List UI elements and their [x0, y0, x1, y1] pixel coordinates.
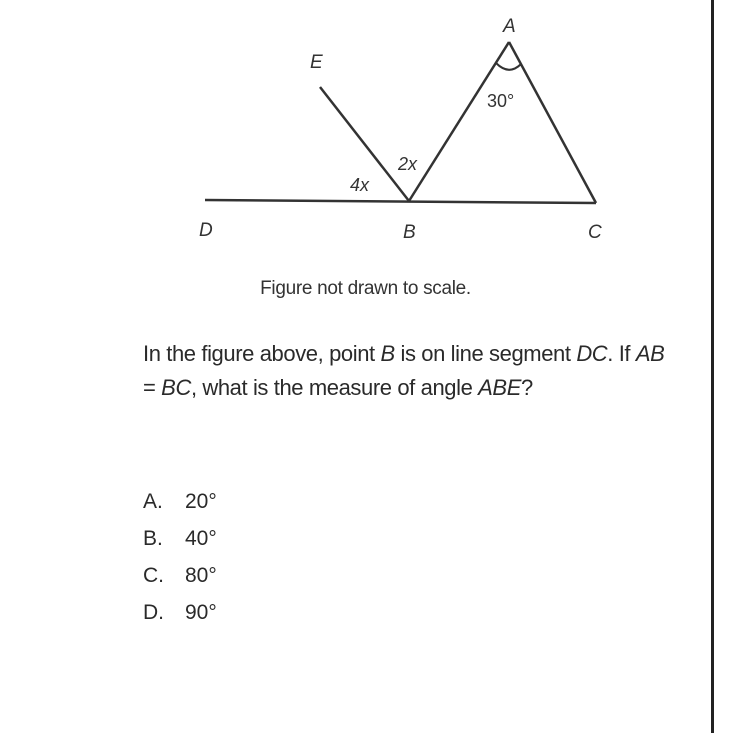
angle-label-apex: 30°: [487, 91, 515, 111]
question-text-part: , what is the measure of angle: [190, 375, 479, 400]
choice-c[interactable]: [143, 557, 217, 594]
choice-d[interactable]: [143, 594, 217, 631]
angle-ref-abe: ABE: [478, 375, 521, 400]
question-text-part: . If: [607, 341, 636, 366]
choice-letter: D.: [143, 600, 164, 624]
angle-label-abe: 2x: [398, 154, 418, 174]
segment-ac: [509, 42, 596, 203]
point-label-e: E: [310, 52, 323, 73]
question-text-part: ?: [520, 375, 533, 400]
segment-ref-bc: BC: [161, 375, 191, 400]
choice-a[interactable]: [143, 483, 217, 520]
line-dc: [205, 200, 596, 203]
segment-ref-dc: DC: [576, 341, 608, 366]
geometry-figure: [0, 0, 731, 300]
choice-value: 90°: [185, 600, 217, 624]
question-text: [143, 337, 673, 405]
choice-value: 80°: [185, 563, 217, 587]
question-text-part: In the figure above, point: [143, 341, 381, 366]
question-text-part: is on line segment: [394, 341, 577, 366]
choice-letter: B.: [143, 526, 163, 550]
answer-choices: [143, 483, 217, 631]
point-label-c: C: [588, 222, 602, 243]
angle-arc-a: [496, 63, 521, 70]
point-label-a: A: [503, 16, 516, 37]
choice-value: 20°: [185, 489, 217, 513]
choice-value: 40°: [185, 526, 217, 550]
choice-b[interactable]: [143, 520, 217, 557]
point-label-b: B: [403, 222, 416, 243]
segment-ba: [409, 42, 509, 201]
figure-caption: Figure not drawn to scale.: [260, 278, 471, 299]
point-label-d: D: [199, 220, 213, 241]
choice-letter: A.: [143, 489, 163, 513]
choice-letter: C.: [143, 563, 164, 587]
segment-ref-ab: AB: [635, 341, 665, 366]
angle-label-dbe: 4x: [350, 175, 370, 195]
point-ref-b: B: [380, 341, 395, 366]
equals-sign: =: [143, 375, 162, 400]
